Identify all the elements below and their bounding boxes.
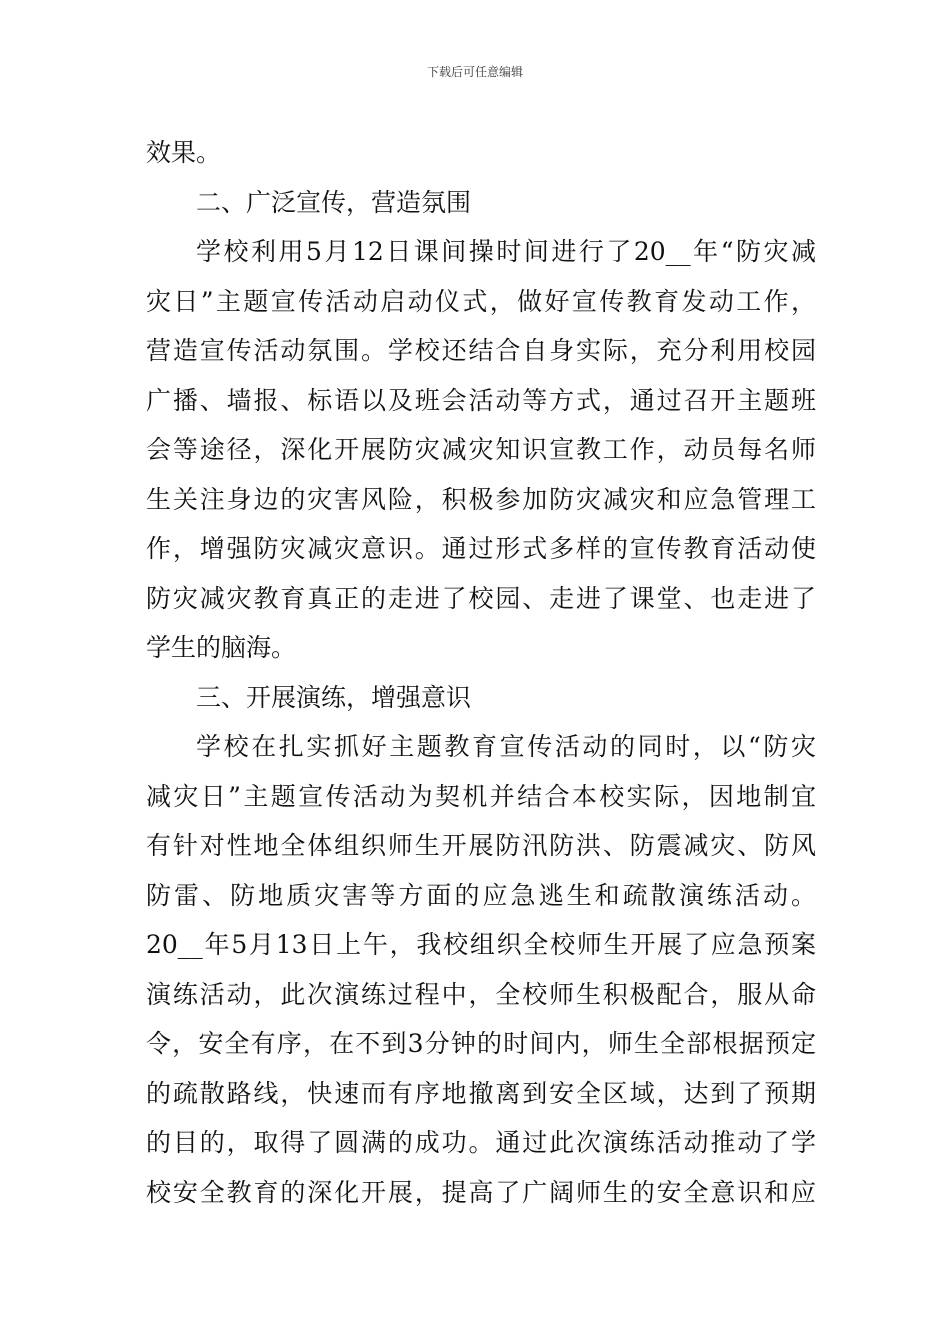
text-line: 学校利用5月12日课间操时间进行了20__年“防灾减 xyxy=(196,237,816,266)
section-heading: 三、开展演练，增强意识 xyxy=(196,682,472,712)
text-line: 演练活动，此次演练过程中，全校师生积极配合，服从命 xyxy=(146,979,816,1009)
text-line: 减灾日”主题宣传活动为契机并结合本校实际，因地制宜 xyxy=(146,781,816,811)
text-line: 学校在扎实抓好主题教育宣传活动的同时，以“防灾 xyxy=(196,732,816,761)
text-line: 广播、墙报、标语以及班会活动等方式，通过召开主题班 xyxy=(146,385,816,415)
text-line: 20__年5月13日上午，我校组织全校师生开展了应急预案 xyxy=(146,930,816,959)
text-line: 会等途径，深化开展防灾减灾知识宣教工作，动员每名师 xyxy=(146,435,816,464)
text-line: 的疏散路线，快速而有序地撤离到安全区域，达到了预期 xyxy=(146,1078,816,1108)
text-line: 的目的，取得了圆满的成功。通过此次演练活动推动了学 xyxy=(146,1128,816,1157)
text-line: 校安全教育的深化开展，提高了广阔师生的安全意识和应 xyxy=(146,1177,816,1207)
document-body xyxy=(146,128,816,1217)
text-line: 学生的脑海。 xyxy=(146,633,297,662)
text-line: 防雷、防地质灾害等方面的应急逃生和疏散演练活动。 xyxy=(146,880,816,910)
text-line: 防灾减灾教育真正的走进了校园、走进了课堂、也走进了 xyxy=(146,583,816,613)
text-line: 效果。 xyxy=(146,138,222,167)
text-line: 营造宣传活动氛围。学校还结合自身实际，充分利用校园 xyxy=(146,336,816,365)
text-line: 有针对性地全体组织师生开展防汛防洪、防震减灾、防风 xyxy=(146,831,816,860)
text-line: 灾日”主题宣传活动启动仪式，做好宣传教育发动工作， xyxy=(146,286,816,316)
page-header: 下载后可任意编辑 xyxy=(426,65,523,79)
text-line: 令，安全有序，在不到3分钟的时间内，师生全部根据预定 xyxy=(146,1029,816,1058)
section-heading: 二、广泛宣传，营造氛围 xyxy=(196,187,472,217)
text-line: 作，增强防灾减灾意识。通过形式多样的宣传教育活动使 xyxy=(146,534,816,563)
text-line: 生关注身边的灾害风险，积极参加防灾减灾和应急管理工 xyxy=(146,484,816,514)
